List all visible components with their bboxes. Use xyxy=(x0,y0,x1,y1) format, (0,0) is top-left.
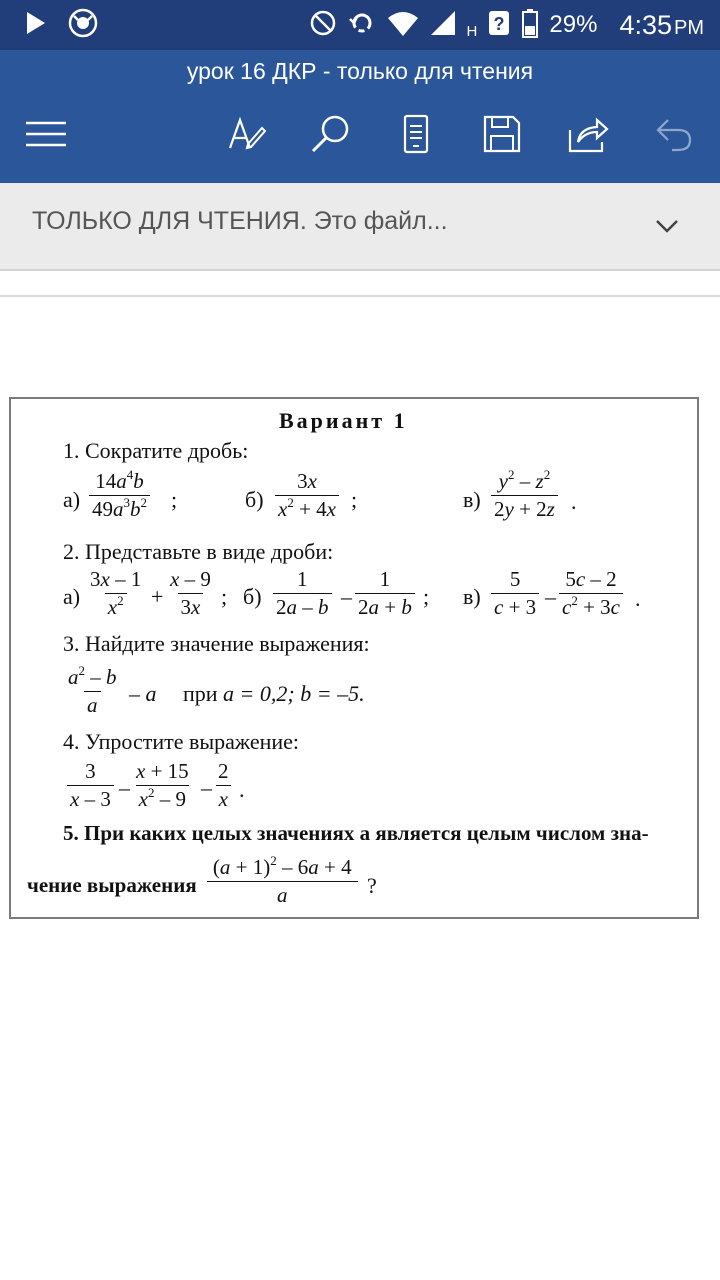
chevron-down-icon[interactable] xyxy=(652,211,682,241)
task2-fraction-a1: $\frac{3x - 1}{x^2}$ xyxy=(90,567,142,619)
task2-label-b: б) xyxy=(243,584,262,609)
help-icon xyxy=(487,9,511,42)
task4-fraction-1: $\frac{3}{x - 3}$ xyxy=(67,761,114,810)
edit-icon[interactable] xyxy=(224,112,268,156)
task5-line2: чение выражения xyxy=(27,873,197,897)
read-only-banner[interactable] xyxy=(0,183,720,271)
task2-minus-b: – xyxy=(341,584,352,609)
signal-icon xyxy=(429,9,457,42)
task4-fraction-2: $\frac{x + 15}{x^2 - 9}$ xyxy=(136,759,189,811)
divider xyxy=(0,295,720,297)
sync-icon xyxy=(347,8,377,43)
do-not-disturb-icon xyxy=(309,9,337,42)
task1-fraction-a: $\frac{14a^4b}{49a^3b^2}$ xyxy=(89,471,150,520)
task2-title: 2. Представьте в виде дроби: xyxy=(63,539,334,564)
task2-label-a: а) xyxy=(63,584,81,609)
task2-fraction-b1: $\frac{1}{2a - b}$ xyxy=(273,569,332,618)
task2-label-c: в) xyxy=(463,584,481,609)
search-icon[interactable] xyxy=(308,112,352,156)
task2-sep-a: ; xyxy=(221,584,228,609)
battery-percent: 29% xyxy=(549,11,598,38)
task2-minus-c: – xyxy=(545,584,556,609)
clock xyxy=(619,10,704,41)
task3-condition xyxy=(183,683,365,705)
task4-minus-1: – xyxy=(119,775,130,800)
task5-line1: 5. При каких целых значениях a является целым числом зна- xyxy=(63,821,649,845)
task1-end: . xyxy=(571,489,577,514)
menu-icon[interactable] xyxy=(24,112,68,156)
task2-sep-b: ; xyxy=(423,584,430,609)
task1-title: 1. Сократите дробь: xyxy=(63,438,249,463)
task1-label-b: б) xyxy=(245,487,264,512)
task3-condition-value: a = 0,2; b = –5. xyxy=(223,681,365,706)
task4-fraction-3: $\frac{2}{x}$ xyxy=(215,761,232,810)
task4-minus-2: – xyxy=(201,775,212,800)
app-bar xyxy=(0,50,720,183)
document-page xyxy=(9,397,699,919)
shield-app-icon xyxy=(68,8,98,43)
wifi-icon xyxy=(387,9,419,42)
task5-end: ? xyxy=(367,873,377,898)
task4-title: 4. Упростите выражение: xyxy=(63,729,300,754)
task1-sep-a: ; xyxy=(171,487,178,512)
task1-fraction-c: $\frac{y^2 - z^2}{2y + 2z}$ xyxy=(491,471,558,520)
task3-fraction: $\frac{a^2 - b}{a}$ xyxy=(68,663,117,717)
task1-fraction-b: $\frac{3x}{x^2 + 4x}$ xyxy=(275,471,339,520)
share-icon[interactable] xyxy=(566,112,610,156)
clock-ampm: PM xyxy=(674,16,704,39)
variant-heading: Вариант 1 xyxy=(279,408,408,433)
clock-time: 4:35 xyxy=(619,9,672,40)
task3-condition-prefix: при xyxy=(183,681,218,706)
undo-icon[interactable] xyxy=(652,112,696,156)
play-icon xyxy=(22,10,48,41)
task4-end: . xyxy=(239,777,245,802)
status-bar-left xyxy=(22,10,98,40)
mobile-view-icon[interactable] xyxy=(394,112,438,156)
task2-end: . xyxy=(635,586,641,611)
network-type-label: H xyxy=(466,22,478,40)
task2-fraction-a2: $\frac{x - 9}{3x}$ xyxy=(170,567,211,619)
task5-fraction: $\frac{(a + 1)^2 - 6a + 4}{a}$ xyxy=(207,857,358,906)
read-only-banner-text: ТОЛЬКО ДЛЯ ЧТЕНИЯ. Это файл... xyxy=(32,207,448,235)
save-icon[interactable] xyxy=(480,112,524,156)
task3-title: 3. Найдите значение выражения: xyxy=(63,631,370,656)
task1-sep-b: ; xyxy=(351,487,358,512)
document-title: урок 16 ДКР - только для чтения xyxy=(186,58,534,84)
task3-minus-a: – a xyxy=(129,681,157,706)
task1-label-a: а) xyxy=(63,487,81,512)
task1-label-c: в) xyxy=(463,487,481,512)
task2-fraction-b2: $\frac{1}{2a + b}$ xyxy=(355,569,415,618)
task2-fraction-c2: $\frac{5c - 2}{c^2 + 3c}$ xyxy=(559,569,623,618)
task2-fraction-c1: $\frac{5}{c + 3}$ xyxy=(491,569,539,618)
battery-icon xyxy=(521,8,539,43)
task2-plus: + xyxy=(151,584,164,609)
svg-text:?: ? xyxy=(493,13,505,34)
status-bar-right xyxy=(309,8,704,42)
status-bar xyxy=(0,0,720,50)
